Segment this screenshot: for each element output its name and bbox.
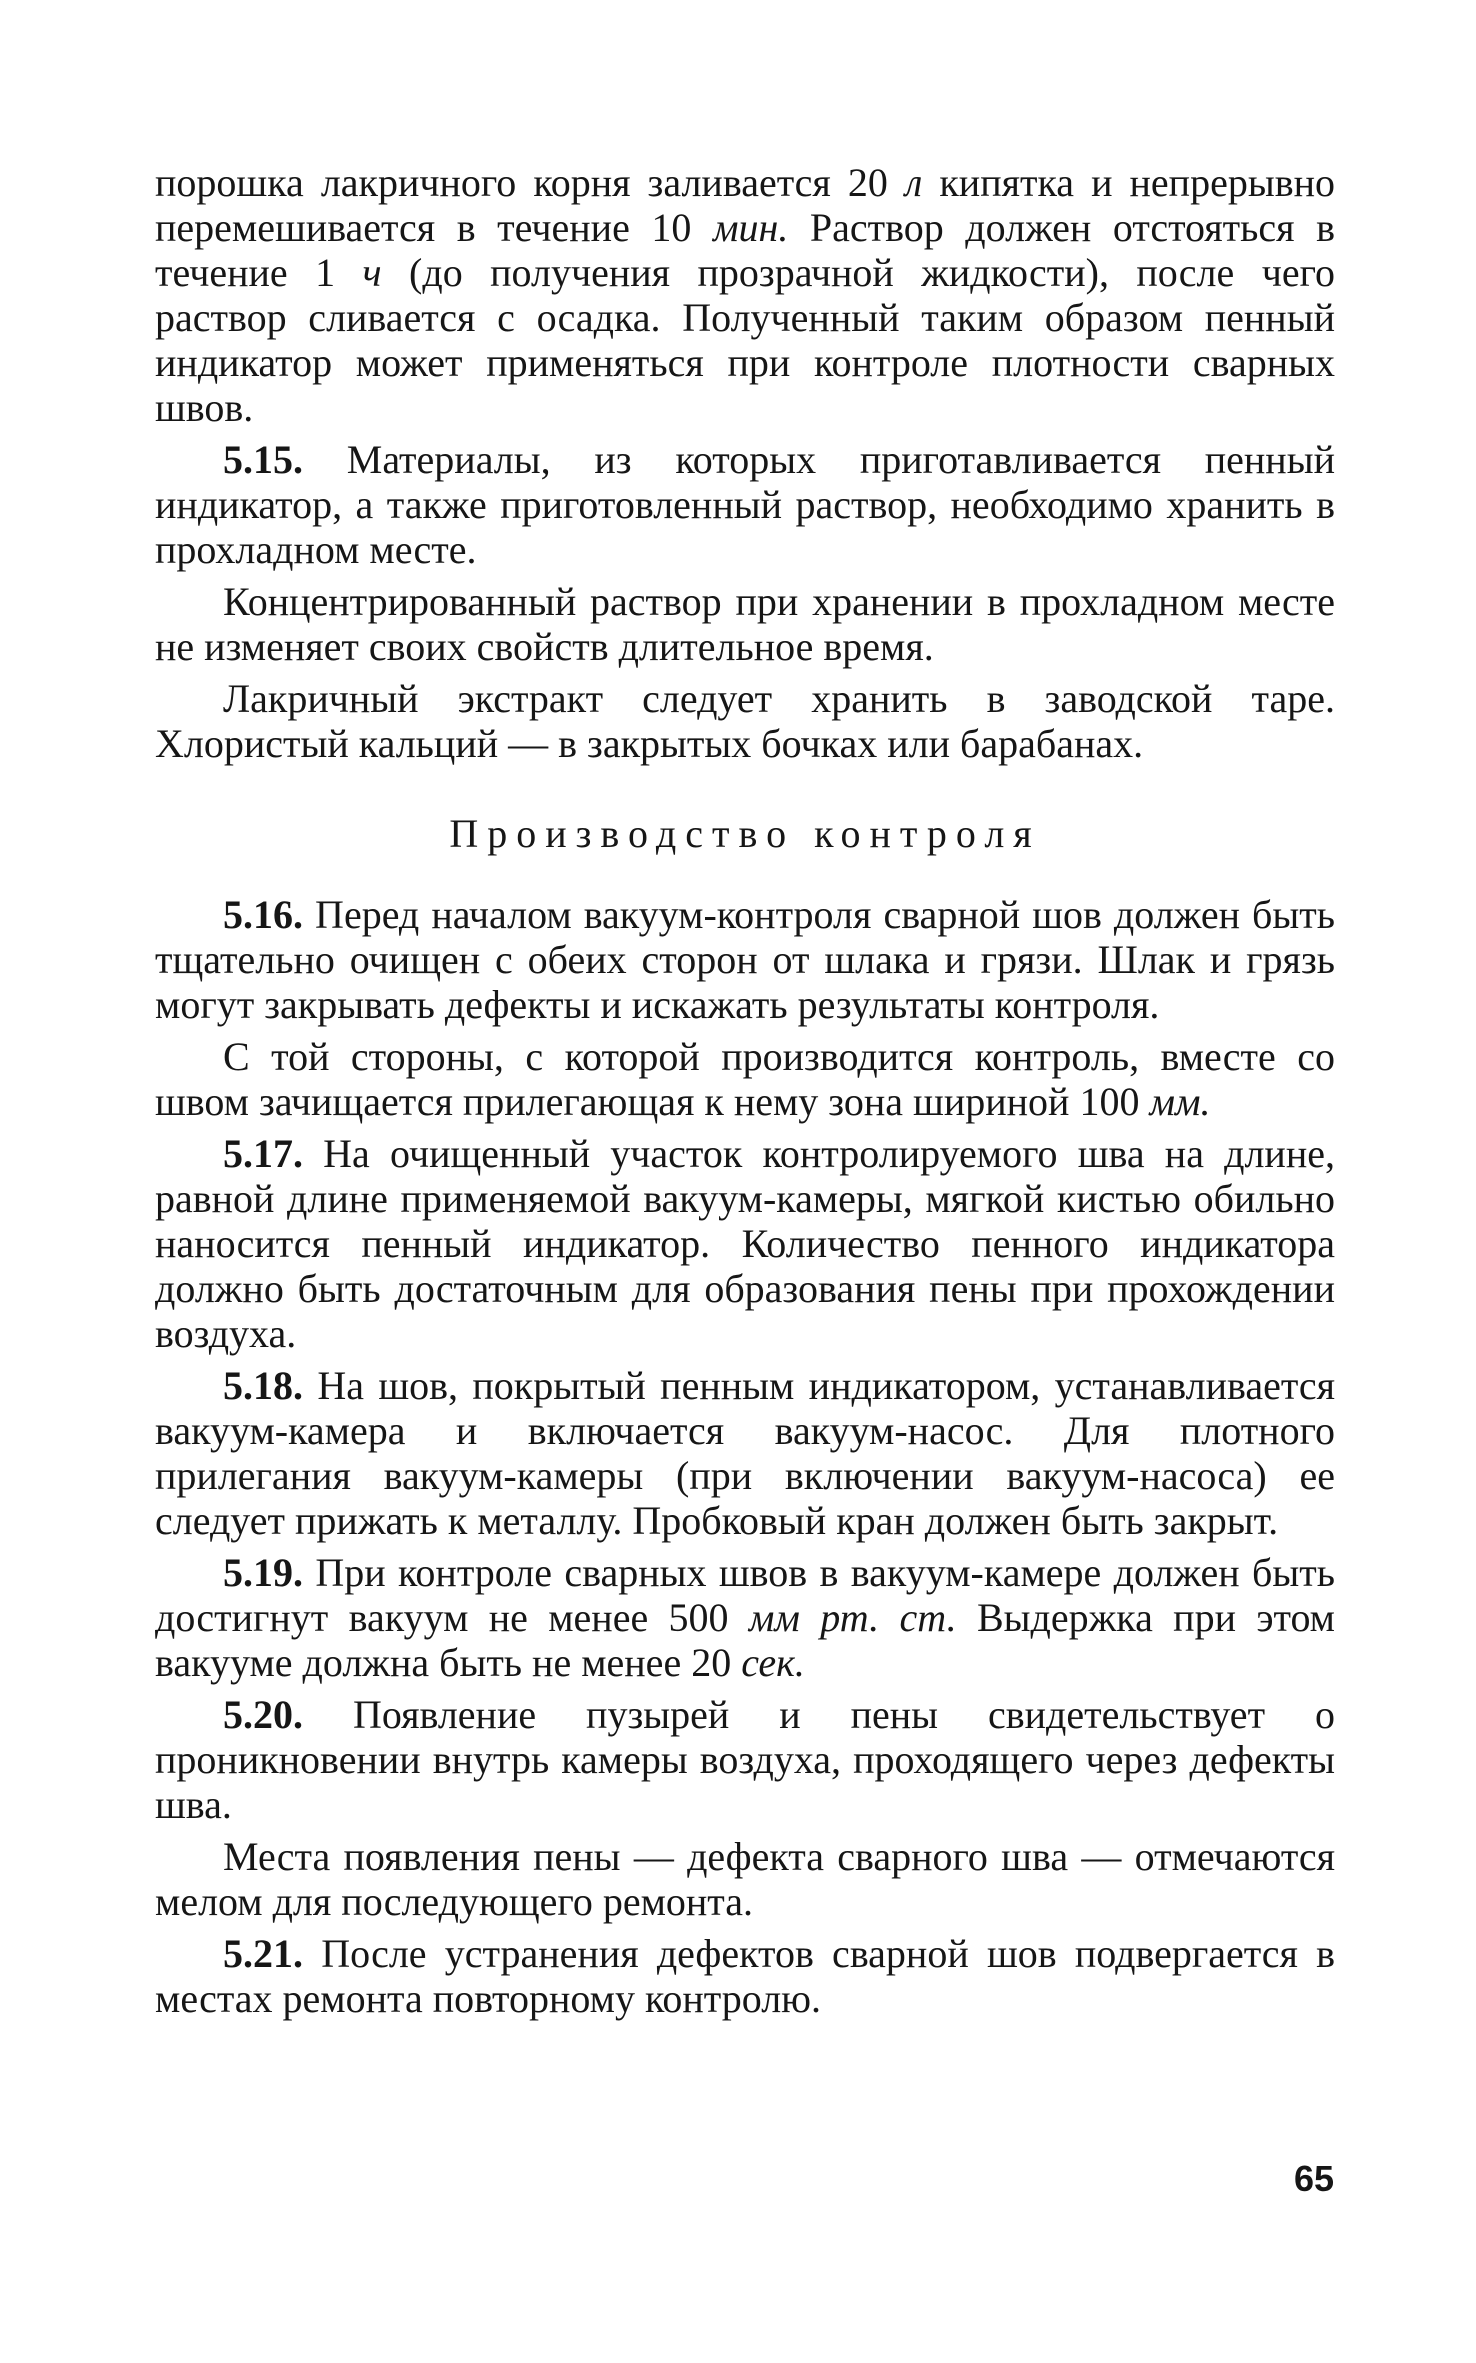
paragraph-text: Выдержка при этом вакууме должна быть не менее 20 — [155, 1595, 1335, 1685]
text-block-top — [155, 160, 1335, 766]
paragraph — [155, 437, 1335, 572]
clause-number: 5.16. — [223, 892, 303, 937]
paragraph-text: Материалы, из которых приготавливается пенный индикатор, а также приготовленный раствор, необходимо хранить в прохладном месте. — [155, 437, 1335, 572]
clause-number: 5.18. — [223, 1363, 303, 1408]
clause-number: 5.20. — [223, 1692, 303, 1737]
paragraph-text: Появление пузырей и пены свидетельствует о проникновении внутрь камеры воздуха, проходящего через дефекты шва. — [155, 1692, 1335, 1827]
paragraph — [155, 1692, 1335, 1827]
paragraph — [155, 1131, 1335, 1356]
clause-number: 5.17. — [223, 1131, 303, 1176]
text-block-bottom — [155, 892, 1335, 2021]
unit-text: мм. — [1149, 1079, 1211, 1124]
paragraph-text: После устранения дефектов сварной шов подвергается в местах ремонта повторному контролю. — [155, 1931, 1335, 2021]
unit-text: л — [904, 160, 923, 205]
section-heading: Производство контроля — [449, 811, 1041, 856]
paragraph-text: Концентрированный раствор при хранении в прохладном месте не изменяет своих свойств длительное время. — [155, 579, 1335, 669]
clause-number: 5.19. — [223, 1550, 303, 1595]
paragraph — [155, 579, 1335, 669]
paragraph-text: Лакричный экстракт следует хранить в заводской таре. Хлористый кальций — в закрытых бочках или барабанах. — [155, 676, 1335, 766]
paragraph — [155, 1034, 1335, 1124]
unit-text: ч — [362, 250, 382, 295]
paragraph-text: (до получения прозрачной жидкости), после чего раствор сливается с осадка. Полученный таким образом пенный индикатор может применяться при контроле плотности сварных швов. — [155, 250, 1335, 430]
paragraph-text: На шов, покрытый пенным индикатором, устанавливается вакуум-камера и включается вакуум-насос. Для плотного прилегания вакуум-камеры (при включении вакуум-насоса) ее следует прижать к металлу. Пробковый кран должен быть закрыт. — [155, 1363, 1335, 1543]
clause-number: 5.15. — [223, 437, 303, 482]
clause-number: 5.21. — [223, 1931, 303, 1976]
paragraph — [155, 1834, 1335, 1924]
page-body — [155, 160, 1335, 2028]
paragraph — [155, 676, 1335, 766]
paragraph-text: При контроле сварных швов в вакуум-камере должен быть достигнут вакуум не менее 500 — [155, 1550, 1335, 1640]
page-number: 65 — [1293, 2158, 1334, 2199]
unit-text: мин. — [712, 205, 789, 250]
paragraph-text: На очищенный участок контролируемого шва на длине, равной длине применяемой вакуум-камеры, мягкой кистью обильно наносится пенный индикатор. Количество пенного индикатора должно быть достаточным для образования пены при прохождении воздуха. — [155, 1131, 1335, 1356]
unit-text: мм рт. ст. — [748, 1595, 957, 1640]
paragraph — [155, 160, 1335, 430]
paragraph-text: С той стороны, с которой производится контроль, вместе со швом зачищается прилегающая к нему зона шириной 100 — [155, 1034, 1335, 1124]
paragraph-text: Раствор должен отстояться в течение 1 — [155, 205, 1335, 295]
paragraph-text: Места появления пены — дефекта сварного шва — отмечаются мелом для последующего ремонта. — [155, 1834, 1335, 1924]
paragraph — [155, 892, 1335, 1027]
paragraph — [155, 1550, 1335, 1685]
paragraph-text: кипятка и непрерывно перемешивается в течение 10 — [155, 160, 1335, 250]
paragraph — [155, 1363, 1335, 1543]
unit-text: сек. — [741, 1640, 805, 1685]
paragraph-text: порошка лакричного корня заливается 20 — [155, 160, 905, 205]
paragraph — [155, 1931, 1335, 2021]
paragraph-text: Перед началом вакуум-контроля сварной шов должен быть тщательно очищен с обеих сторон от шлака и грязи. Шлак и грязь могут закрывать дефекты и искажать результаты контроля. — [155, 892, 1335, 1027]
